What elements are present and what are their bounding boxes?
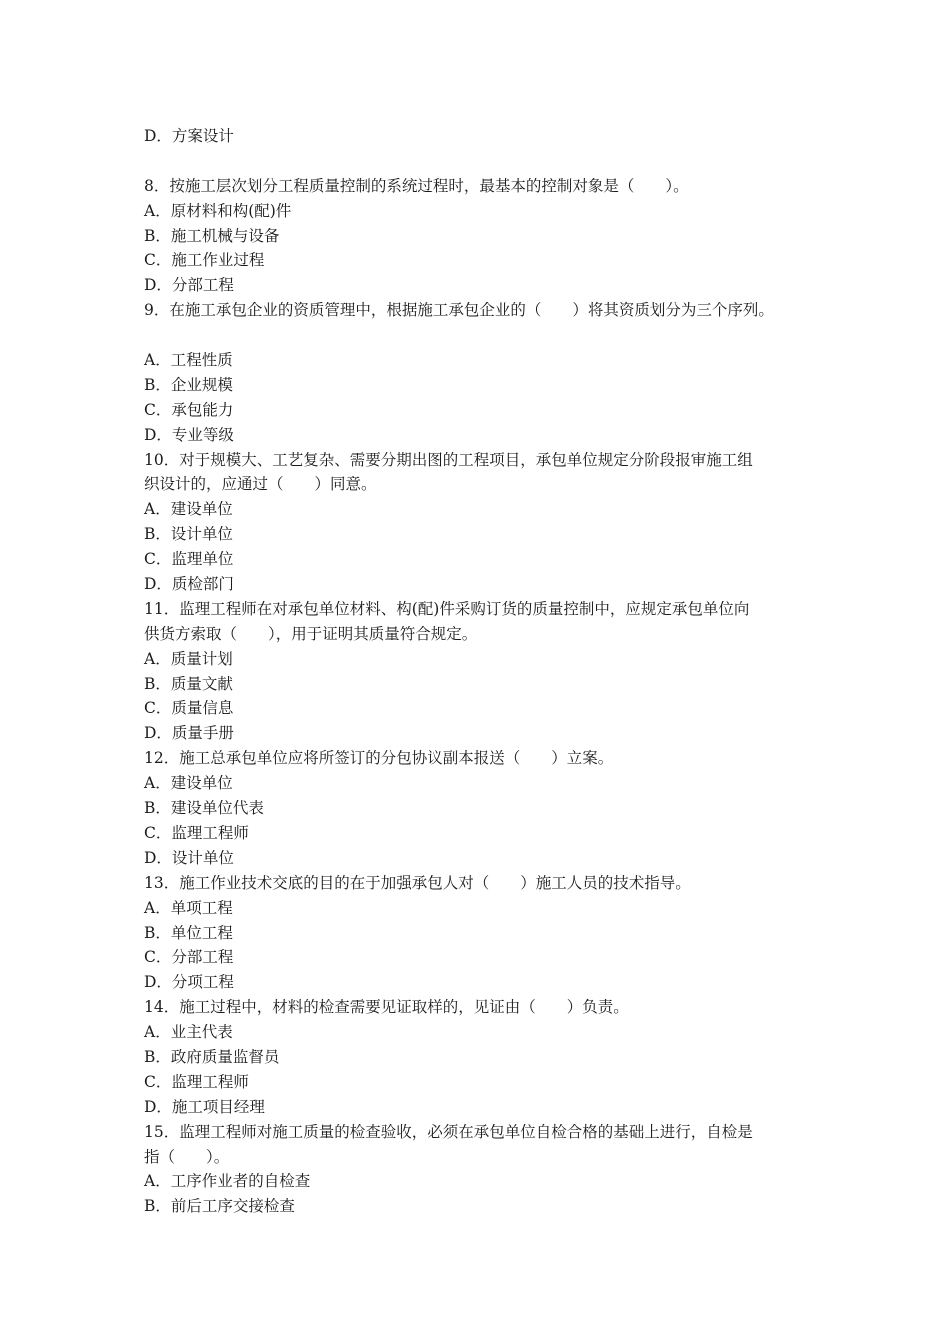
question-12-stem: 12．施工总承包单位应将所签订的分包协议副本报送（ ）立案。 bbox=[144, 749, 614, 768]
question-14-option-b: B．政府质量监督员 bbox=[144, 1047, 280, 1066]
question-10-option-c: C．监理单位 bbox=[144, 550, 234, 569]
question-15-option-b: B．前后工序交接检查 bbox=[144, 1197, 295, 1216]
question-11-stem-line-1: 11．监理工程师在对承包单位材料、构(配)件采购订货的质量控制中，应规定承包单位向 bbox=[144, 599, 750, 618]
question-9-option-a: A．工程性质 bbox=[144, 351, 233, 370]
question-13-stem: 13．施工作业技术交底的目的在于加强承包人对（ ）施工人员的技术指导。 bbox=[144, 873, 691, 892]
option-7-d: D．方案设计 bbox=[144, 127, 234, 145]
question-13-option-b: B．单位工程 bbox=[144, 923, 233, 942]
question-11-option-a: A．质量计划 bbox=[144, 649, 233, 668]
question-10-stem-line-2: 织设计的，应通过（ ）同意。 bbox=[144, 475, 377, 494]
question-8-option-a: A．原材料和构(配)件 bbox=[144, 201, 292, 220]
question-12-option-d: D．设计单位 bbox=[144, 848, 234, 867]
question-13-option-a: A．单项工程 bbox=[144, 898, 233, 917]
blank-line bbox=[144, 149, 824, 174]
question-8-option-c: C．施工作业过程 bbox=[144, 251, 265, 270]
question-11-option-d: D．质量手册 bbox=[144, 724, 234, 743]
question-10-stem-line-1: 10．对于规模大、工艺复杂、需要分期出图的工程项目，承包单位规定分阶段报审施工组 bbox=[144, 450, 753, 469]
question-13-option-d: D．分项工程 bbox=[144, 973, 234, 992]
question-14-option-d: D．施工项目经理 bbox=[144, 1097, 265, 1116]
question-15-stem-line-1: 15．监理工程师对施工质量的检查验收，必须在承包单位自检合格的基础上进行，自检是 bbox=[144, 1122, 753, 1141]
question-11-stem-line-2: 供货方索取（ ），用于证明其质量符合规定。 bbox=[144, 624, 478, 643]
blank-line bbox=[144, 323, 824, 348]
question-10-option-a: A．建设单位 bbox=[144, 500, 233, 519]
question-12-option-b: B．建设单位代表 bbox=[144, 799, 264, 818]
document-page bbox=[144, 124, 824, 1219]
question-9-option-d: D．专业等级 bbox=[144, 425, 234, 444]
question-8-option-d: D．分部工程 bbox=[144, 276, 234, 295]
question-9-stem: 9．在施工承包企业的资质管理中，根据施工承包企业的（ ）将其资质划分为三个序列。 bbox=[144, 301, 774, 320]
question-11-option-b: B．质量文献 bbox=[144, 674, 233, 693]
question-14-option-a: A．业主代表 bbox=[144, 1023, 233, 1042]
question-12-option-a: A．建设单位 bbox=[144, 774, 233, 793]
question-8-option-b: B．施工机械与设备 bbox=[144, 226, 280, 245]
question-12-option-c: C．监理工程师 bbox=[144, 823, 249, 842]
question-15-option-a: A．工序作业者的自检查 bbox=[144, 1172, 311, 1191]
question-9-option-b: B．企业规模 bbox=[144, 375, 233, 394]
question-14-option-c: C．监理工程师 bbox=[144, 1072, 249, 1091]
question-8-stem: 8．按施工层次划分工程质量控制的系统过程时，最基本的控制对象是（ ）。 bbox=[144, 176, 689, 195]
question-9-option-c: C．承包能力 bbox=[144, 400, 234, 419]
question-14-stem: 14．施工过程中，材料的检查需要见证取样的，见证由（ ）负责。 bbox=[144, 998, 629, 1017]
question-15-stem-line-2: 指（ ）。 bbox=[144, 1147, 230, 1166]
question-11-option-c: C．质量信息 bbox=[144, 699, 234, 718]
question-10-option-b: B．设计单位 bbox=[144, 525, 233, 544]
question-10-option-d: D．质检部门 bbox=[144, 575, 234, 594]
question-13-option-c: C．分部工程 bbox=[144, 948, 234, 967]
